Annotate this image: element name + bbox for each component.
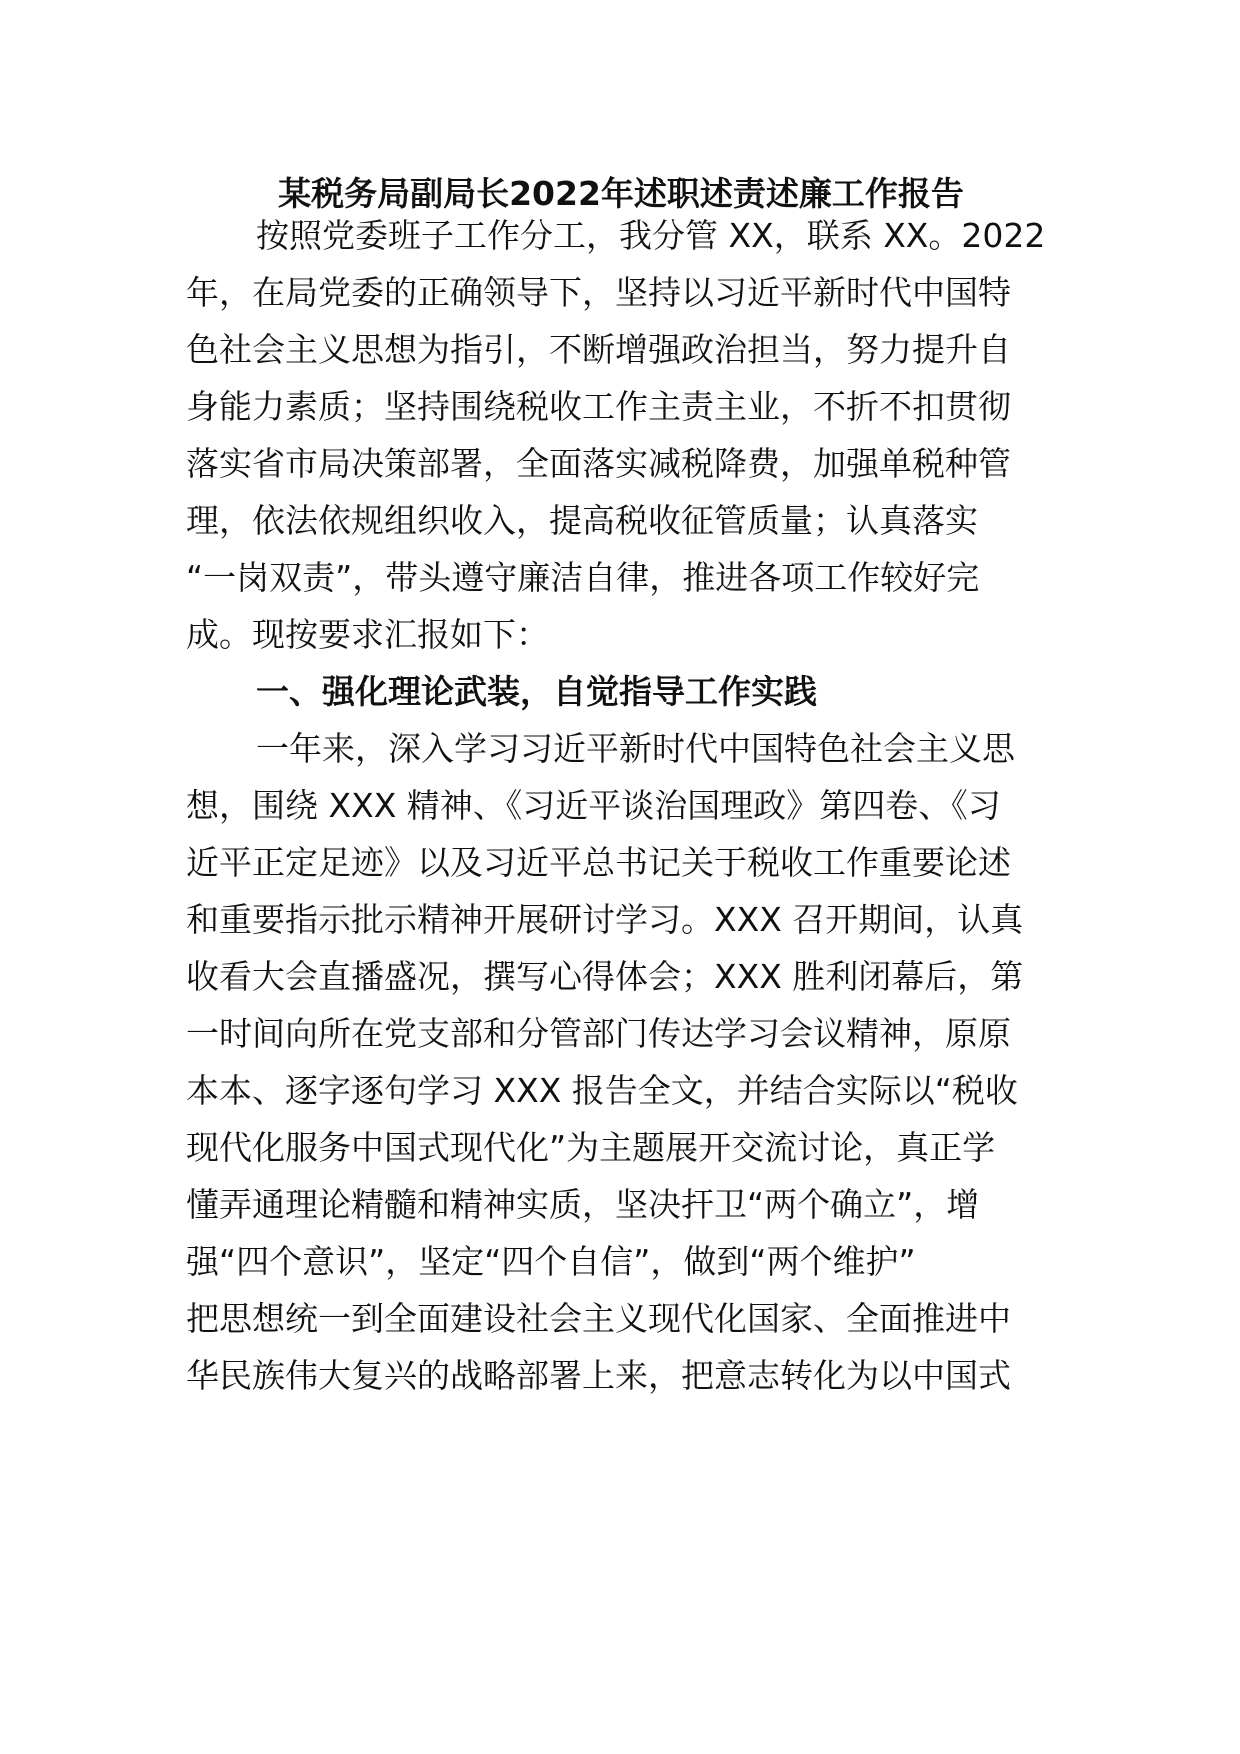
section-line: 一时间向所在党支部和分管部门传达学习会议精神，原原 bbox=[186, 1014, 1011, 1053]
section-line: 一年来，深入学习习近平新时代中国特色社会主义思 bbox=[256, 729, 1015, 768]
section-line: 收看大会直播盛况，撰写心得体会；XXX 胜利闭幕后，第 bbox=[186, 957, 1024, 996]
intro-line: 身能力素质；坚持围绕税收工作主责主业，不折不扣贯彻 bbox=[186, 387, 1011, 426]
section-line: 现代化服务中国式现代化”为主题展开交流讨论，真正学 bbox=[186, 1128, 996, 1167]
intro-line: 按照党委班子工作分工，我分管 XX，联系 XX。2022 bbox=[256, 216, 1046, 255]
intro-line: 色社会主义思想为指引，不断增强政治担当，努力提升自 bbox=[186, 330, 1011, 369]
section-line: 把思想统一到全面建设社会主义现代化国家、全面推进中 bbox=[186, 1299, 1011, 1338]
section-line: 华民族伟大复兴的战略部署上来，把意志转化为以中国式 bbox=[186, 1356, 1011, 1395]
intro-line: “一岗双责”，带头遵守廉洁自律，推进各项工作较好完 bbox=[186, 558, 980, 597]
section-line: 近平正定足迹》以及习近平总书记关于税收工作重要论述 bbox=[186, 843, 1011, 882]
intro-line: 年，在局党委的正确领导下，坚持以习近平新时代中国特 bbox=[186, 273, 1011, 312]
section-line: 本本、逐字逐句学习 XXX 报告全文，并结合实际以“税收 bbox=[186, 1071, 1018, 1110]
section-line: 懂弄通理论精髓和精神实质，坚决扞卫“两个确立”，增 bbox=[186, 1185, 980, 1224]
intro-line: 成。现按要求汇报如下： bbox=[186, 615, 549, 654]
section-line: 强“四个意识”，坚定“四个自信”，做到“两个维护” bbox=[186, 1242, 916, 1281]
intro-line: 理，依法依规组织收入，提高税收征管质量；认真落实 bbox=[186, 501, 978, 540]
section-heading: 一、强化理论武装，自觉指导工作实践 bbox=[256, 672, 817, 711]
section-line: 和重要指示批示精神开展研讨学习。XXX 召开期间，认真 bbox=[186, 900, 1024, 939]
intro-line: 落实省市局决策部署，全面落实减税降费，加强单税种管 bbox=[186, 444, 1011, 483]
section-line: 想，围绕 XXX 精神、《习近平谈治国理政》第四卷、《习 bbox=[186, 786, 1001, 825]
document-title: 某税务局副局长2022年述职述责述廉工作报告 bbox=[278, 174, 964, 213]
